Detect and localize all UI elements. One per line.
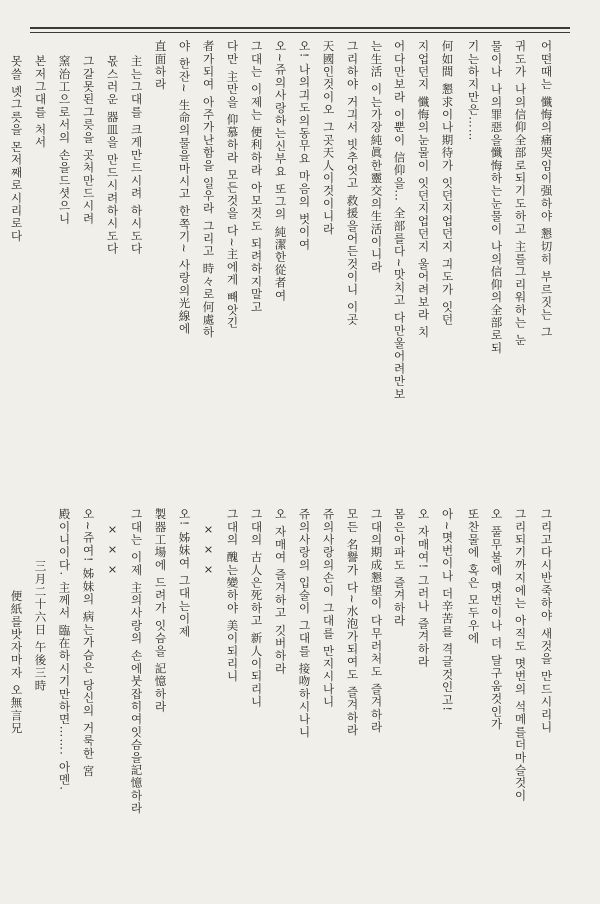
top-text-column: 는生活 이는가장純眞한靈交의生活이니라 <box>369 40 384 274</box>
top-text-column: 오~쥬의사랑하는신부요 또그의 純潔한從者여 <box>273 40 288 302</box>
top-text-column: 기는하지만은…… <box>466 40 481 142</box>
top-text-column: 지업던지 懺悔의눈물이 잇던지업던지 울어려보라 치 <box>416 40 431 339</box>
bottom-text-column: 오 자매여! 그러나 즐겨하라 <box>416 508 431 669</box>
top-text-column: 天國인것이오 그곳天人이것이니라 <box>321 40 336 236</box>
top-text-column: 물이나 나의罪惡을懺悔하는눈물이 나의信仰의全部로되 <box>489 40 504 355</box>
bottom-text-column: 오 자매여 즐겨하고 깃버하라 <box>273 508 288 675</box>
top-text-column: 어떤때는 懺悔의痛哭임이强하야 懇切히 부르짓는 그 <box>539 40 554 339</box>
top-text-column: 그리하야 거긔서 빗추엇고 救援을어든것이니 이곳 <box>345 40 360 327</box>
bottom-text-column: 또찬물에 혹은 모두우에 <box>466 508 481 645</box>
top-text-column: 窯治工으로서의 손을드셧으니 <box>57 55 72 225</box>
bottom-text-column: 오~쥬여! 姊妹의 病는가슴은 당신의 거룩한 宮 <box>81 508 96 778</box>
bottom-text-column: 그대의期成懇望이 다무러처도 즐겨하라 <box>369 508 384 734</box>
bottom-text-column: 製器工場에 드려가 잇슴을 記憶하라 <box>153 508 168 714</box>
top-text-column: 그대는 이제는 便利하라 아모것도 되려하지말고 <box>249 40 264 314</box>
bottom-text-column: 쥬의사랑의 입술이 그대를 接吻하시나니 <box>297 508 312 739</box>
bottom-text-column: 그대의 醜는變하야 美이되리니 <box>225 508 240 683</box>
top-rule <box>30 27 570 29</box>
top-text-column: 본저그대를 처서 <box>33 55 48 149</box>
bottom-text-column: 쥬의사랑의손이 그대를 만지시나니 <box>321 508 336 709</box>
bottom-text-column: 몸은아파도 즐겨하라 <box>392 508 407 628</box>
bottom-text-column: 그리되기까지에는 아직도 몃번의 석메를더마슬것이 <box>513 508 528 802</box>
bottom-text-column: 아~몃번이나 더辛苦를 격글것인고! <box>440 508 455 713</box>
top-text-column: 直面하라 <box>153 40 168 91</box>
bottom-text-column: 오 풀무불에 몃번이나 더 달구움것인가 <box>489 508 504 731</box>
bottom-text-column: 그대의 古人은死하고 新人이되리니 <box>249 508 264 709</box>
bottom-text-column: 三月二十六日 午後三時 <box>33 560 48 692</box>
top-text-column: 者가되여 아주가난함을 일우라 그리고 時々로何處하 <box>201 40 216 339</box>
top-text-column: 귀도가 나의信仰全部로되기도하고 主를그리워하는 눈 <box>513 40 528 347</box>
bottom-text-column: 그대는 이제 主의사랑의 손에붓잡히여잇슴을記憶하라 <box>129 508 144 815</box>
top-text-column: 어다만보라 이뿐이 信仰을… 全部를다~맛치고 다만울어려만보 <box>392 40 407 401</box>
top-text-column: 다만 主만을 仰慕하라 모든것을 다~主에게 빼앗긴 <box>225 40 240 330</box>
bottom-text-column: 그리고다시반죽하야 새것을 만드시리니 <box>539 508 554 734</box>
top-text-column: 그갈못된그릇을 곳처만드시려 <box>81 55 96 225</box>
bottom-text-column: 오! 姊妹여 그대는이제 <box>177 508 192 638</box>
top-text-column: 主는그대를 크게만드시려 하시도다 <box>129 55 144 256</box>
top-text-column: 몫스러운 器皿을 만드시려하시도다 <box>105 55 120 256</box>
top-text-column: 야 한잔~ 生命의물을마시고 한쪽기~ 사랑의光線에 <box>177 40 192 336</box>
top-text-column: 何如間 懇求이나期待가 잇던지업던지 긔도가 잇던 <box>440 40 455 327</box>
bottom-text-column: 모든 名譽가 다~水泡가되여도 즐겨하라 <box>345 508 360 737</box>
top-rule-thin <box>30 32 570 33</box>
top-text-column: 못쓸 녯그릇을 몬저째로시리로다 <box>9 55 24 243</box>
bottom-text-column: × × × <box>201 522 216 578</box>
bottom-text-column: × × × <box>105 522 120 578</box>
top-text-column: 오! 나의긔도의동무요 마음의 벗이여 <box>297 40 312 251</box>
bottom-text-column: 殿이니이다. 主께서 臨在하시기만하면……. 아멘. <box>57 508 72 792</box>
bottom-text-column: 便紙를밧자마자 오無言兄 <box>9 590 24 735</box>
